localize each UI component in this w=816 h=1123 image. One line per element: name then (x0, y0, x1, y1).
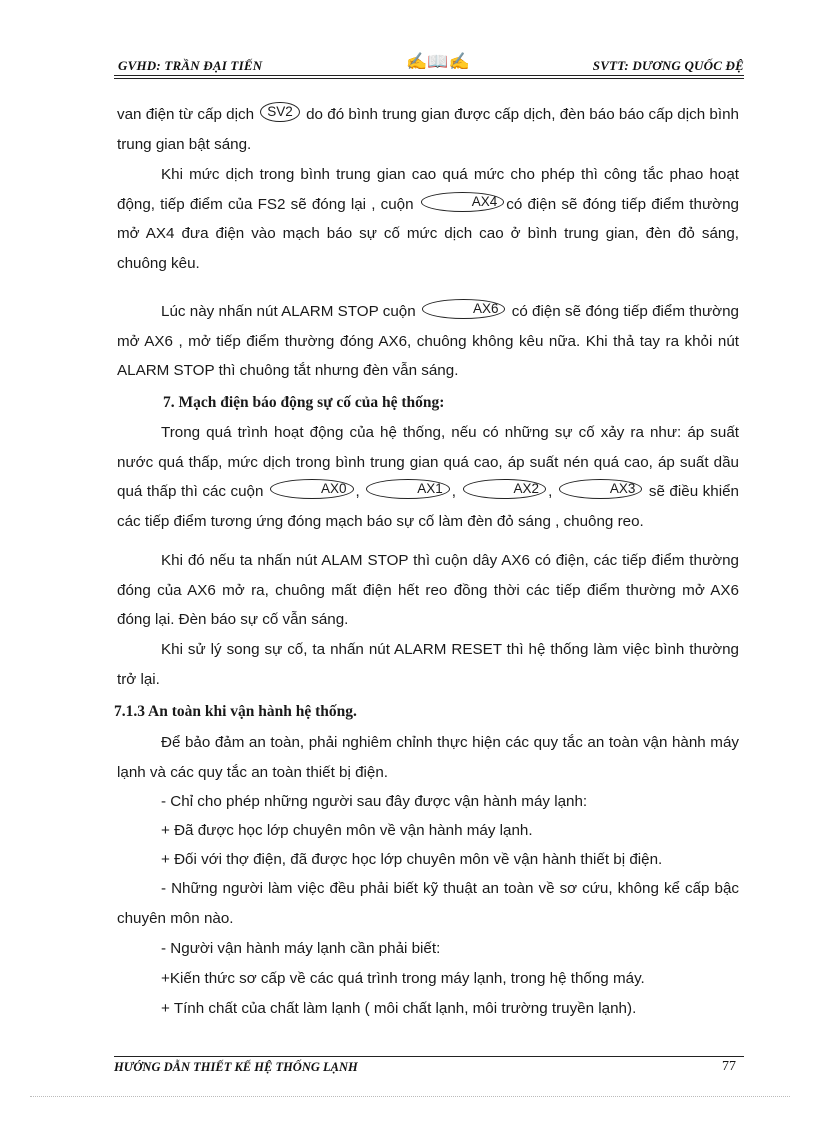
paragraph: Để bảo đảm an toàn, phải nghiêm chỉnh thực hiện các quy tắc an toàn vận hành máy lạnh và các quy tắc an toàn thiết bị điện. (117, 734, 739, 781)
section-heading: 7. Mạch điện báo động sự cố của hệ thống: (163, 394, 445, 411)
header-rule (114, 75, 744, 76)
page-edge-divider (30, 1096, 790, 1097)
list-item: + Tính chất của chất làm lạnh ( môi chất lạnh, môi trường truyền lạnh). (161, 1000, 637, 1017)
header-advisor: GVHD: TRẦN ĐẠI TIẾN (118, 58, 263, 73)
list-item: + Đã được học lớp chuyên môn về vận hành máy lạnh. (161, 822, 533, 839)
list-item: - Người vận hành máy lạnh cần phải biết: (161, 940, 441, 957)
paragraph: Khi mức dịch trong bình trung gian cao quá mức cho phép thì công tắc phao hoạt động, tiếp điểm của FS2 sẽ đóng lại , cuộn AX4 có điện sẽ đóng tiếp điểm thường mở AX4 đưa điện vào mạch báo sự cố mức dịch cao ở bình trung gian, đèn đỏ sáng, chuông kêu. (117, 166, 739, 272)
paragraph: Trong quá trình hoạt động của hệ thống, nếu có những sự cố xảy ra như: áp suất nước quá thấp, mức dịch trong bình trung gian quá cao, áp suất nén quá cao, áp suất dầu quá thấp thì các cuộn AX0 , AX1 , AX2 , AX3 sẽ điều khiển các tiếp điểm tương ứng đóng mạch báo sự cố làm đèn đỏ sáng , chuông reo. (117, 424, 739, 530)
paragraph: Khi sử lý song sự cố, ta nhấn nút ALARM RESET thì hệ thống làm việc bình thường trở lại. (117, 641, 739, 688)
coil-symbol: AX4 (421, 192, 505, 212)
list-item: + Đối với thợ điện, đã được học lớp chuyên môn về vận hành thiết bị điện. (161, 851, 663, 868)
book-pen-icon: ✍📖✍ (406, 52, 471, 71)
footer-title: HƯỚNG DẪN THIẾT KẾ HỆ THỐNG LẠNH (114, 1060, 358, 1074)
list-item: +Kiến thức sơ cấp về các quá trình trong máy lạnh, trong hệ thống máy. (161, 970, 645, 987)
coil-symbol: AX6 (422, 299, 506, 319)
coil-symbol: SV2 (260, 102, 300, 122)
footer-rule (114, 1056, 744, 1057)
paragraph: van điện từ cấp dịch SV2 do đó bình trung gian được cấp dịch, đèn báo báo cấp dịch bình trung gian bật sáng. (117, 104, 739, 153)
page-number: 77 (722, 1059, 736, 1074)
list-item: - Những người làm việc đều phải biết kỹ thuật an toàn về sơ cứu, không kể cấp bậc chuyên môn nào. (117, 880, 739, 927)
coil-symbol: AX2 (463, 479, 547, 499)
paragraph: Lúc này nhấn nút ALARM STOP cuộn AX6 có điện sẽ đóng tiếp điểm thường mở AX6 , mở tiếp điểm thường đóng AX6, chuông không kêu nữa. Khi thả tay ra khỏi nút ALARM STOP thì chuông tắt nhưng đèn vẫn sáng. (117, 301, 739, 379)
coil-symbol: AX3 (559, 479, 643, 499)
section-heading: 7.1.3 An toàn khi vận hành hệ thống. (114, 703, 357, 720)
paragraph: Khi đó nếu ta nhấn nút ALAM STOP thì cuộn dây AX6 có điện, các tiếp điểm thường đóng của AX6 mở ra, chuông mất điện hết reo đồng thời các tiếp điểm thường mở AX6 đóng lại. Đèn báo sự cố vẫn sáng. (117, 552, 739, 628)
coil-symbol: AX1 (366, 479, 450, 499)
page-footer (114, 1060, 744, 1080)
page-header (114, 52, 744, 74)
header-rule-thin (114, 78, 744, 79)
header-student: SVTT: DƯƠNG QUỐC ĐỆ (592, 58, 744, 73)
coil-symbol: AX0 (270, 479, 354, 499)
list-item: - Chỉ cho phép những người sau đây được vận hành máy lạnh: (161, 793, 588, 810)
